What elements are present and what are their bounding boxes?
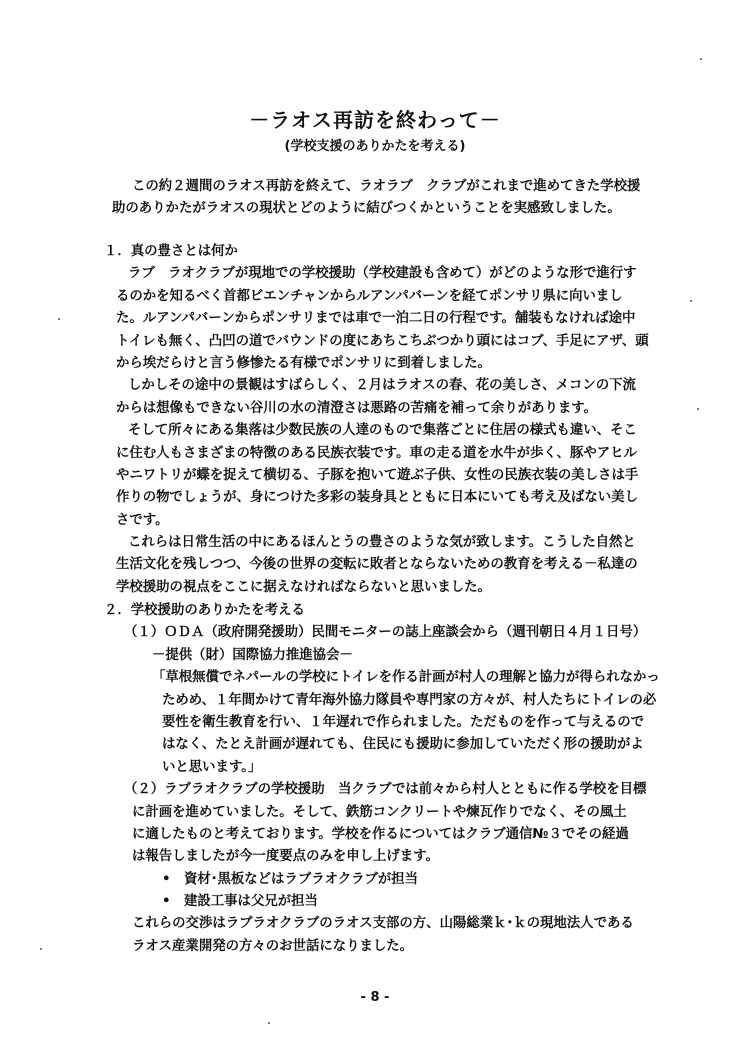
closing-line: これらの交渉はラブラオクラブのラオス支部の方、山陽総業ｋ･ｋの現地法人である [132,916,634,932]
intro-paragraph [112,176,640,221]
section-1-line: からは想像もできない谷川の水の清澄さは悪路の苦痛を補って余りがあります。 [116,400,597,416]
section-1-line: に住む人もさまざまの特徴のある民族衣装です。車の走る道を水牛が歩く、豚やアヒル [116,445,637,461]
scan-speck [700,58,702,60]
scan-speck [58,318,60,320]
section-1-line: から埃だらけと言う修惨たる有様でポンサリに到着しました。 [116,355,491,371]
quote-line: ためめ、１年間かけて青年海外協力隊員や専門家の方々が、村人たちにトイレの必 [162,692,657,708]
quote-line: いと思います。」 [162,759,262,775]
intro-line: 助のありかたがラオスの現状とどのように結びつくかということを実感致しました。 [112,201,621,217]
bullet-icon: • [162,894,171,910]
page-number: - 8 - [360,990,390,1005]
section-1-line: ラブ ラオクラブが現地での学校援助（学校建設も含めて）がどのような形で進行す [128,266,637,282]
bullet-icon: • [162,871,171,887]
scan-speck [268,1022,270,1024]
section-2-heading: ２．学校援助のありかたを考える [104,603,305,618]
subsection-2-line: に計画を進めていました。そして、鉄筋コンクリートや煉瓦作りでなく、その風土 [132,804,627,820]
section-1-heading: １．真の豊さとは何か [104,244,238,259]
closing-line: ラオス産業開発の方々のお世話になりました。 [132,938,414,954]
section-1-line: これらは日常生活の中にあるほんとうの豊さのような気が致します。こうした自然と [128,535,636,551]
bullet-item [104,891,660,913]
section-1-line: しかしその途中の景観はすばらしく、２月はラオスの春、花の美しさ、メコンの下流 [128,378,636,394]
scan-speck [690,300,692,302]
bullet-item [104,869,660,891]
section-1-line: るのかを知るべく首都ビエンチャンからルアンパバーンを経てポンサリ県に向いまし [116,288,623,304]
section-1-line: 作りの物でしょうが、身につけた多彩の装身具とともに日本にいても考え及ばない美し [116,490,638,506]
section-1-line: トイレも無く、凸凹の道でバウンドの度にあちこちぶつかり頭にはコブ、手足にアザ、頭 [116,333,649,349]
subsection-2-line: に適したものと考えております。学校を作るについてはクラブ通信№３でその経過 [132,826,629,842]
quote-line: 要性を衛生教育を行い、１年遅れで作られました。ただものを作って与えるので [162,714,645,730]
section-1 [104,241,649,599]
quote-line: はなく、たとえ計画が遅れても、住民にも援助に参加していただく形の援助がよ [162,737,644,753]
subsection-2-line: は報告しましたが今一度要点のみを申し上げます。 [132,849,439,865]
section-1-line: 生活文化を残しつつ、今後の世界の変転に敗者とならないための教育を考える－私達の [116,557,638,573]
section-1-line: やニワトリが蝶を捉えて横切る、子豚を抱いて遊ぶ子供、女性の民族衣装の美しさは手 [116,467,639,483]
section-1-line: そして所々にある集落は少数民族の人達のもので集落ごとに住居の様式も違い、そこ [128,423,637,439]
section-1-line: さです。 [116,512,169,528]
scan-speck [697,408,699,410]
page-title: －ラオス再訪を終わって－ [249,108,501,132]
subsection-2-heading: （２）ラブラオクラブの学校援助 当クラブでは前々から村人とともに作る学校を目標 [124,782,647,798]
intro-line: この約２週間のラオス再訪を終えて、ラオラブ クラブがこれまで進めてきた学校援 [132,179,641,194]
scan-speck [40,948,42,950]
quote-line: 「草根無償でネパールの学校にトイレを作る計画が村人の理解と協力が得られなかっ [152,670,660,686]
page-subtitle: (学校支援のありかたを考える) [284,139,466,154]
subsection-1-source: －提供（財）国際協力推進協会－ [152,647,353,663]
section-1-line: た。ルアンパバーンからポンサリまでは車で一泊二日の行程です。舗装もなければ途中 [116,311,636,327]
bullet-text: 資材･黒板などはラブラオクラブが担当 [184,871,419,887]
bullet-text: 建設工事は父兄が担当 [184,894,318,910]
section-2 [104,600,660,958]
section-1-line: 学校援助の視点をここに据えなければならないと思いました。 [116,579,491,595]
subsection-1-heading: （１）ＯＤＡ（政府開発援助）民間モニターの誌上座談会から（週刊朝日４月１日号） [124,625,647,641]
